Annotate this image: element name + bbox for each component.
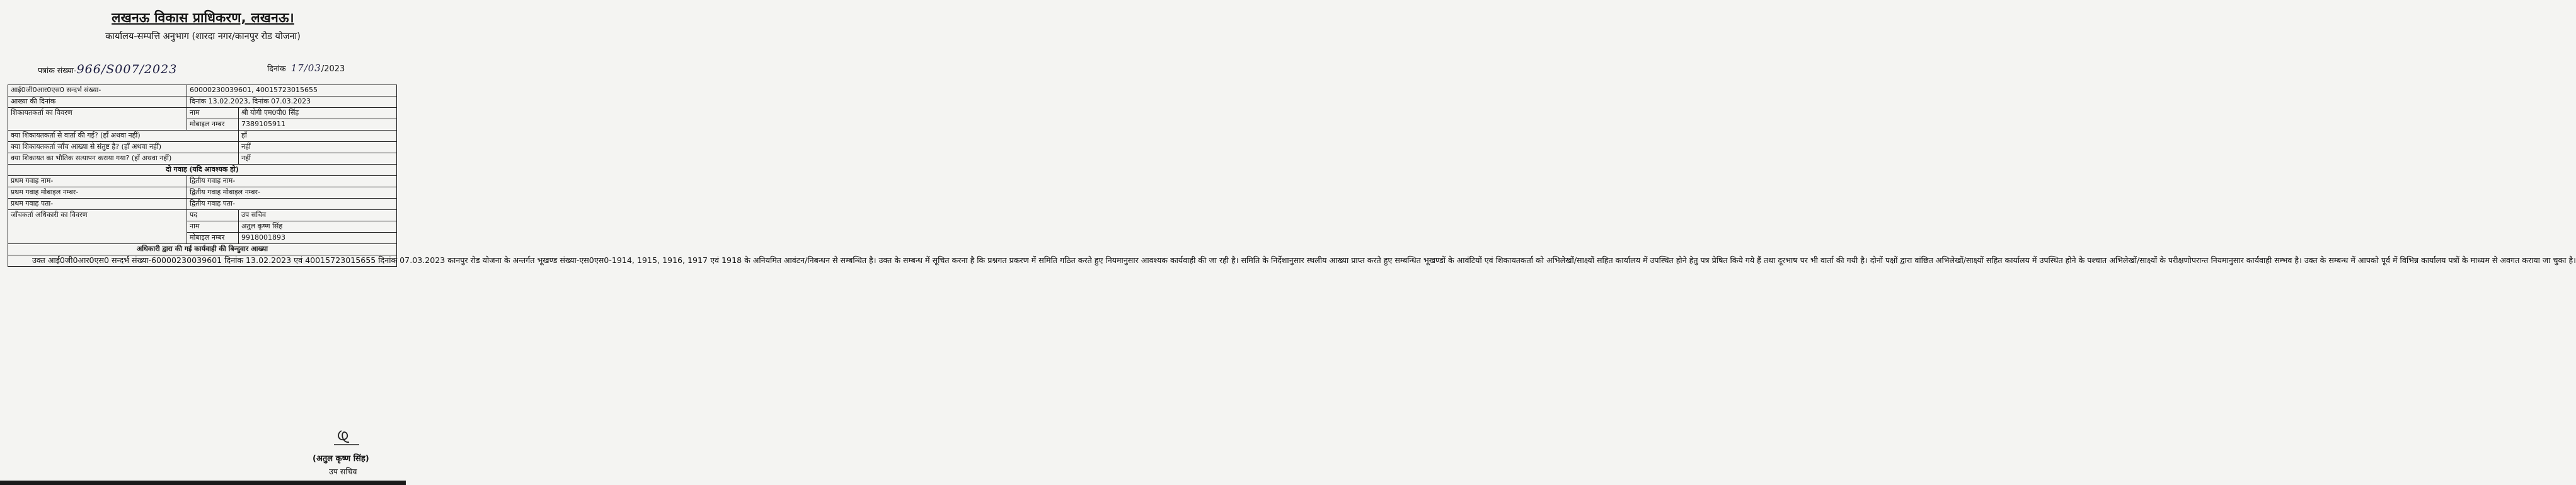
officer-name-value: अतुल कृष्ण सिंह xyxy=(239,221,397,233)
witness2-address: द्वितीय गवाह पता- xyxy=(187,199,397,210)
table-row xyxy=(8,85,397,96)
report-date-label: आख्या की दिनांक xyxy=(8,96,187,108)
complainant-name-label: नाम xyxy=(187,108,239,119)
table-row xyxy=(8,131,397,142)
officer-mobile-value: 9918001893 xyxy=(239,233,397,244)
witness2-mobile: द्वितीय गवाह मोबाइल नम्बर- xyxy=(187,187,397,199)
complainant-name-value: श्री योगी एम0पी0 सिंह xyxy=(239,108,397,119)
letter-number-handwritten: 966/S007/2023 xyxy=(76,62,178,76)
complainant-label: शिकायतकर्ता का विवरण xyxy=(8,108,187,131)
signature-mark xyxy=(330,428,362,447)
table-row xyxy=(8,210,397,221)
complainant-mobile-label: मोबाइल नम्बर xyxy=(187,119,239,131)
letter-date-label: दिनांक xyxy=(267,64,286,73)
letter-number xyxy=(38,62,177,76)
witness1-address: प्रथम गवाह पता- xyxy=(8,199,187,210)
igrs-label: आई0जी0आर0एस0 सन्दर्भ संख्या- xyxy=(8,85,187,96)
table-row xyxy=(8,165,397,176)
table-row xyxy=(8,255,397,267)
letter-date xyxy=(267,62,345,74)
witness-heading: दो गवाह (यदि आवश्यक हो) xyxy=(8,165,397,176)
bottom-edge-bar xyxy=(0,481,406,485)
igrs-value: 60000230039601, 40015723015655 xyxy=(187,85,397,96)
witness2-name: द्वितीय गवाह नाम- xyxy=(187,176,397,187)
office-subtitle: कार्यालय-सम्पत्ति अनुभाग (शारदा नगर/कानपुर रोड योजना) xyxy=(105,32,301,42)
signatory-name: (अतुल कृष्ण सिंह) xyxy=(313,454,369,464)
action-body xyxy=(8,255,2576,267)
letter-date-handwritten: 17/03 xyxy=(290,62,321,74)
signatory-designation: उप सचिव xyxy=(329,467,357,476)
witness1-mobile: प्रथम गवाह मोबाइल नम्बर- xyxy=(8,187,187,199)
answer-satisfied: नहीं xyxy=(239,142,397,153)
table-row xyxy=(8,108,397,119)
report-date-value: दिनांक 13.02.2023, दिनांक 07.03.2023 xyxy=(187,96,397,108)
action-heading: अधिकारी द्वारा की गई कार्यवाही की बिन्दुवार आख्या xyxy=(8,244,397,255)
table-row xyxy=(8,96,397,108)
letter-date-year: /2023 xyxy=(321,64,345,74)
witness1-name: प्रथम गवाह नाम- xyxy=(8,176,187,187)
table-row xyxy=(8,187,397,199)
officer-post-label: पद xyxy=(187,210,239,221)
authority-title: लखनऊ विकास प्राधिकरण, लखनऊ। xyxy=(112,10,294,25)
table-row xyxy=(8,199,397,210)
question-satisfied: क्या शिकायतकर्ता जाँच आख्या से संतुष्ट है? (हाँ अथवा नहीं) xyxy=(8,142,239,153)
question-verified: क्या शिकायत का भौतिक सत्यापन कराया गया? (हाँ अथवा नहीं) xyxy=(8,153,239,165)
answer-talked: हाँ xyxy=(239,131,397,142)
table-row xyxy=(8,176,397,187)
table-row xyxy=(8,153,397,165)
complainant-mobile-value: 7389105911 xyxy=(239,119,397,131)
report-table xyxy=(8,85,2576,267)
table-row xyxy=(8,244,397,255)
action-body-text: उक्त आई0जी0आर0एस0 सन्दर्भ संख्या-60000230039601 दिनांक 13.02.2023 एवं 40015723015655 दिनांक 07.03.2023 कानपुर रोड योजना के अन्तर्गत भूखण्ड संख्या-एस0एस0-1914, 1915, 1916, 1917 एवं 1918 के अनियमित आवंटन/निबन्धन से सम्बन्धित है। उक्त के सम्बन्ध में सूचित करना है कि प्रश्नगत प्रकरण में समिति गठित करते हुए नियमानुसार आवश्यक कार्यवाही की जा रही है। समिति के निर्देशानुसार स्थलीय आख्या प्राप्त करते हुए सम्बन्धित भूखण्डों के आवंटियों एवं शिकायतकर्ता को अभिलेखों/साक्ष्यों सहित कार्यालय में उपस्थित होने हेतु पत्र प्रेषित किये गये हैं तथा दूरभाष पर भी वार्ता की गयी है। दोनों पक्षों द्वारा वांछित अभिलेखों/साक्ष्यों सहित कार्यालय में उपस्थित होने के पश्चात अभिलेखों/साक्ष्यों के परीक्षणोपरान्त नियमानुसार कार्यवाही सम्भव है। उक्त के सम्बन्ध में आपको पूर्व में विभिन्न कार्यालय पत्रों के माध्यम से अवगत कराया जा चुका है। xyxy=(32,255,2576,265)
letter-number-label: पत्रांक संख्या- xyxy=(38,66,77,75)
officer-label: जाँचकर्ता अधिकारी का विवरण xyxy=(8,210,187,244)
question-talked: क्या शिकायतकर्ता से वार्ता की गई? (हाँ अथवा नहीं) xyxy=(8,131,239,142)
table-row xyxy=(8,142,397,153)
officer-mobile-label: मोबाइल नम्बर xyxy=(187,233,239,244)
officer-post-value: उप सचिव xyxy=(239,210,397,221)
officer-name-label: नाम xyxy=(187,221,239,233)
answer-verified: नहीं xyxy=(239,153,397,165)
